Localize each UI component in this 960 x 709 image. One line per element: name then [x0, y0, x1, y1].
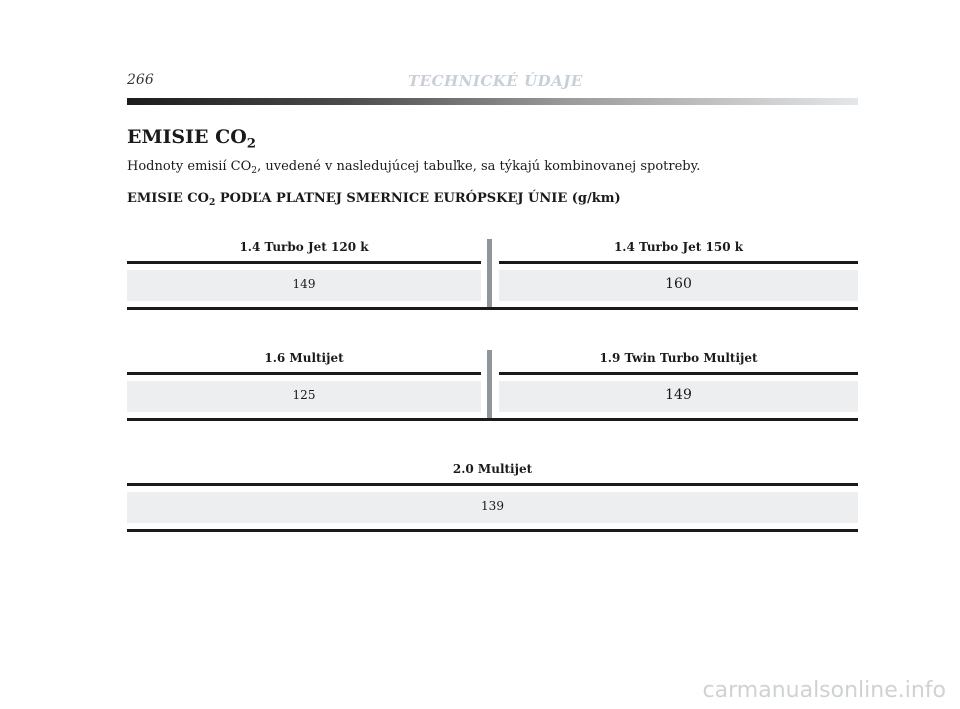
table-title-before: EMISIE CO [127, 191, 209, 206]
section-title-subscript: 2 [246, 136, 257, 152]
cell-rule [127, 372, 481, 375]
intro-text [127, 159, 700, 176]
row-bottom-rule [127, 418, 858, 421]
header-rule [127, 98, 858, 105]
row-bottom-rule [127, 529, 858, 532]
cell-rule [127, 261, 481, 264]
emission-value: 149 [665, 387, 692, 403]
row-bottom-rule [127, 307, 858, 310]
cell-rule [127, 483, 858, 486]
column-divider [487, 350, 492, 418]
chapter-title: TECHNICKÉ ÚDAJE [408, 72, 583, 90]
emission-value: 139 [481, 499, 504, 513]
table-title [127, 191, 621, 208]
intro-text-before: Hodnoty emisií CO [127, 159, 252, 174]
table-title-subscript: 2 [208, 197, 216, 209]
emission-value: 149 [292, 277, 316, 291]
intro-subscript: 2 [251, 166, 258, 177]
section-title-main: EMISIE CO [127, 126, 247, 148]
engine-label: 1.9 Twin Turbo Multijet [599, 351, 758, 365]
watermark: carmanualsonline.info [702, 678, 946, 703]
section-title [127, 126, 256, 152]
engine-label: 1.6 Multijet [264, 351, 344, 365]
engine-label: 1.4 Turbo Jet 120 k [239, 240, 369, 254]
emission-value: 125 [292, 388, 316, 402]
engine-label: 1.4 Turbo Jet 150 k [613, 240, 744, 254]
intro-text-after: , uvedené v nasledujúcej tabuľke, sa týkajú kombinovanej spotreby. [257, 159, 701, 174]
cell-rule [499, 261, 858, 264]
engine-label: 2.0 Multijet [452, 462, 533, 476]
page-number: 266 [127, 72, 154, 88]
cell-rule [499, 372, 858, 375]
emission-value: 160 [665, 276, 692, 292]
table-title-after: PODĽA PLATNEJ SMERNICE EURÓPSKEJ ÚNIE (g/km) [215, 191, 621, 206]
column-divider [487, 239, 492, 307]
